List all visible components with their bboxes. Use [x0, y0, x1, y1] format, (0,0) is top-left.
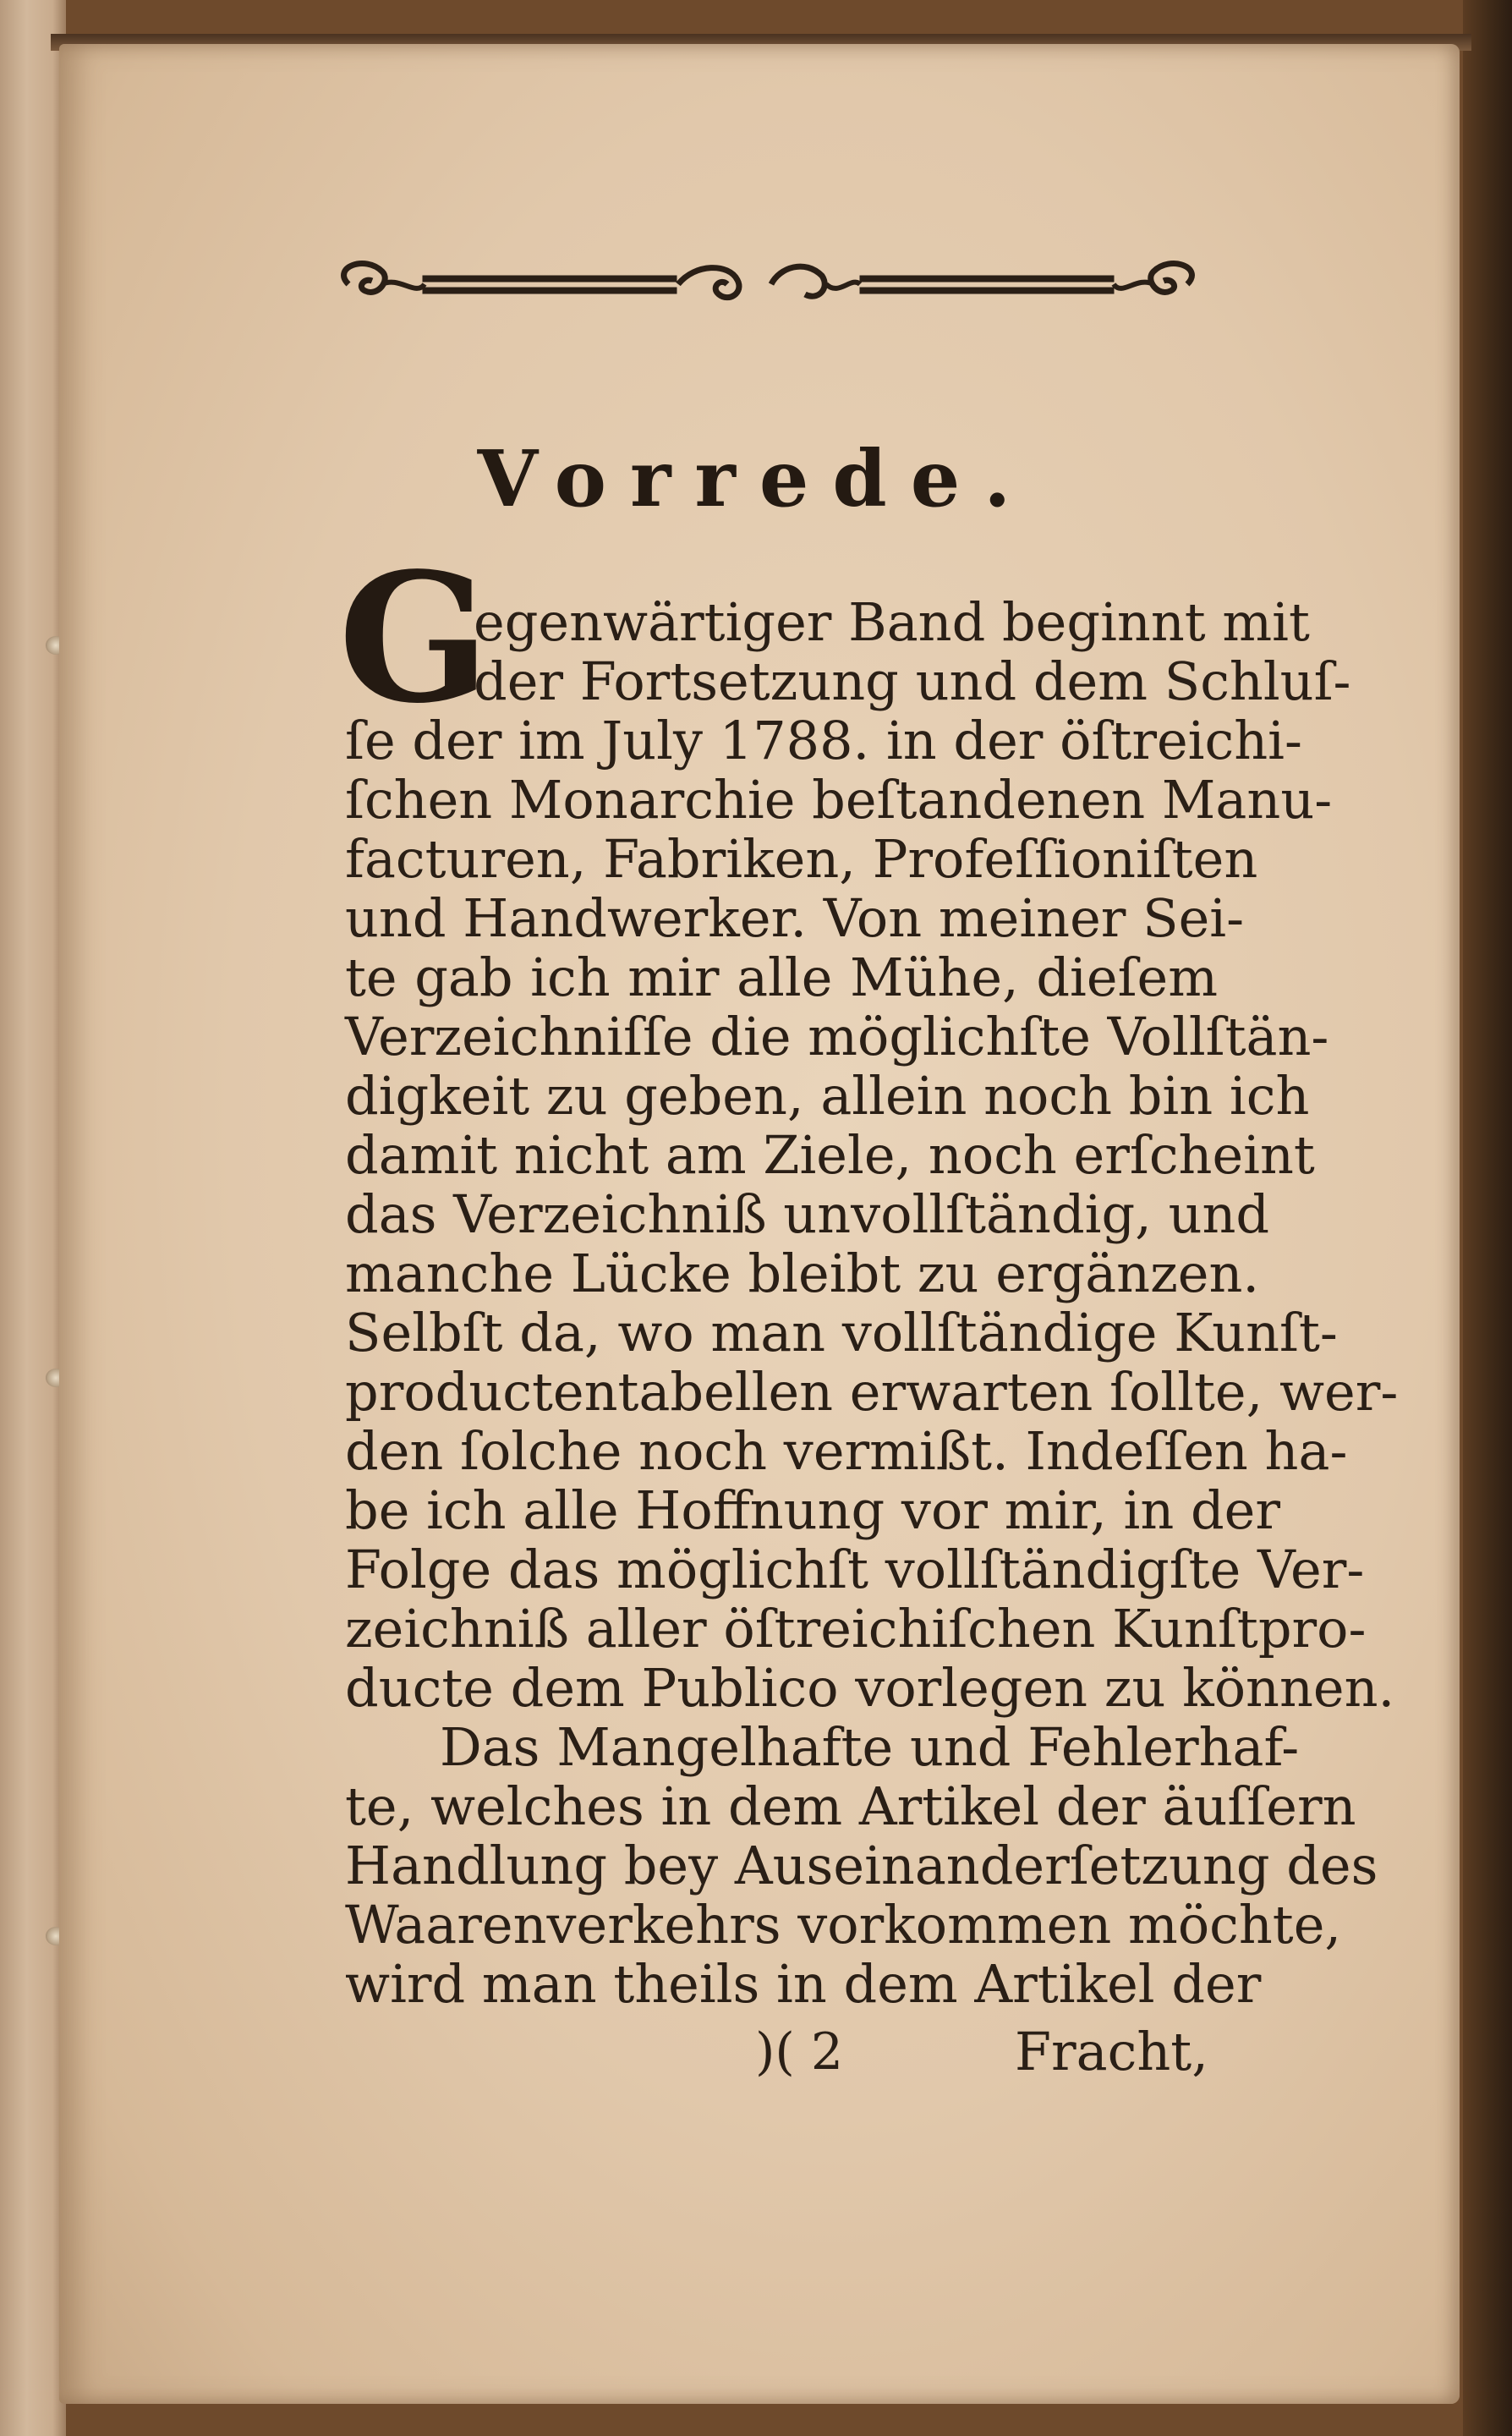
- text-line: Handlung bey Auseinanderſetzung des: [345, 1835, 1378, 1896]
- text-line: manche Lücke bleibt zu ergänzen.: [345, 1243, 1260, 1304]
- text-line: egenwärtiger Band beginnt mit: [474, 591, 1310, 653]
- text-line: Selbſt da, wo man vollſtändige Kunſt-: [345, 1302, 1338, 1363]
- text-line: zeichniß aller öſtreichiſchen Kunſtpro-: [345, 1598, 1367, 1660]
- text-line: Folge das möglichſt vollſtändigſte Ver-: [345, 1539, 1365, 1600]
- text-line: productentabellen erwarten ſollte, wer-: [345, 1361, 1399, 1423]
- text-line: den ſolche noch vermißt. Indeſſen ha-: [345, 1420, 1348, 1482]
- text-line: Waarenverkehrs vorkommen möchte,: [345, 1894, 1342, 1956]
- book-cover-edge: [1463, 0, 1512, 2436]
- catchword: Fracht,: [1015, 2021, 1208, 2082]
- text-line: te, welches in dem Artikel der äuſſern: [345, 1775, 1356, 1837]
- text-line: ſchen Monarchie beſtandenen Manu-: [345, 769, 1333, 831]
- text-line: be ich alle Hoffnung vor mir, in der: [345, 1479, 1280, 1541]
- text-line: te gab ich mir alle Mühe, dieſem: [345, 946, 1218, 1008]
- text-line: damit nicht am Ziele, noch erſcheint: [345, 1124, 1315, 1186]
- text-line: Das Mangelhafte und Fehlerhaf-: [440, 1716, 1300, 1778]
- text-line: ducte dem Publico vorlegen zu können.: [345, 1657, 1395, 1719]
- signature-mark: )( 2: [755, 2022, 844, 2082]
- page-title: Vorrede.: [477, 433, 1035, 524]
- drop-cap: G: [338, 534, 490, 743]
- text-line: facturen, Fabriken, Profeſſioniſten: [345, 828, 1258, 890]
- text-line: und Handwerker. Von meiner Sei-: [345, 887, 1245, 949]
- text-line: das Verzeichniß unvollſtändig, und: [345, 1183, 1270, 1245]
- ornamental-rule: [331, 250, 1204, 318]
- book-gutter: [0, 0, 66, 2436]
- text-line: ſe der im July 1788. in der öſtreichi-: [345, 710, 1302, 771]
- text-line: wird man theils in dem Artikel der: [345, 1953, 1262, 2015]
- text-line: der Fortsetzung und dem Schluſ-: [474, 650, 1351, 712]
- text-line: digkeit zu geben, allein noch bin ich: [345, 1065, 1310, 1127]
- text-line: Verzeichniſſe die möglichſte Vollſtän-: [345, 1006, 1329, 1067]
